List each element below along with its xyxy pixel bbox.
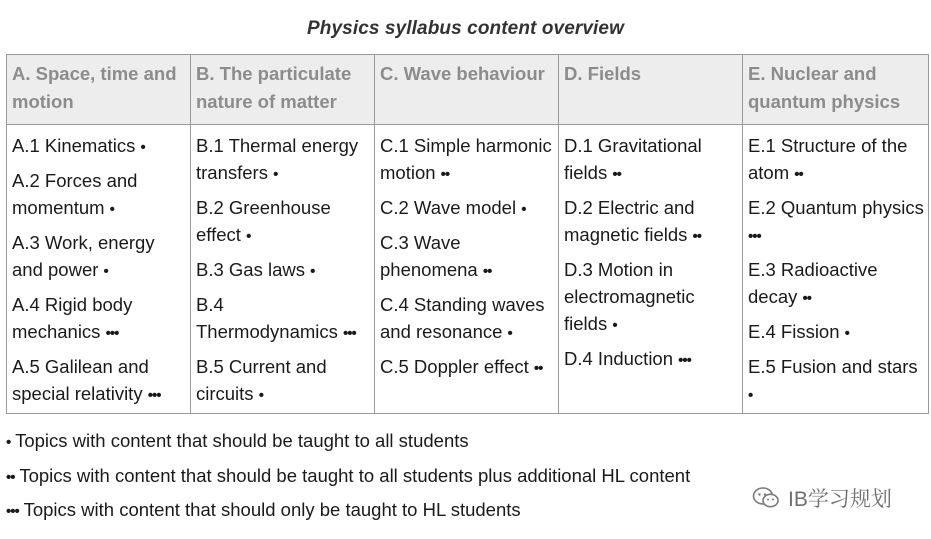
level-marker: • xyxy=(109,201,114,218)
legend-item xyxy=(6,430,469,452)
level-marker: ••• xyxy=(748,228,761,245)
header-row xyxy=(7,55,929,125)
list-item xyxy=(748,194,924,250)
level-marker: • xyxy=(844,325,849,342)
topic-label: B.4 Thermodynamics xyxy=(196,294,338,342)
list-item xyxy=(196,132,370,188)
table-row xyxy=(7,125,929,414)
list-item xyxy=(196,353,370,409)
topic-label: D.2 Electric and magnetic fields xyxy=(564,197,695,245)
legend-item xyxy=(6,465,690,487)
column-header: A. Space, time and motion xyxy=(7,55,191,125)
topic-label: C.2 Wave model xyxy=(380,197,517,218)
level-marker: • xyxy=(258,387,263,404)
level-marker: • xyxy=(507,325,512,342)
list-item xyxy=(12,132,186,161)
topic-label: A.5 Galilean and special relativity xyxy=(12,356,149,404)
level-marker: •• xyxy=(533,360,543,377)
topic-label: E.1 Structure of the atom xyxy=(748,135,908,183)
level-marker: • xyxy=(273,166,278,183)
topic-cell xyxy=(191,125,375,414)
topic-cell xyxy=(375,125,559,414)
syllabus-table xyxy=(6,54,929,414)
list-item xyxy=(564,345,738,374)
topic-cell xyxy=(559,125,743,414)
list-item xyxy=(12,167,186,223)
watermark-text: IB学习规划 xyxy=(788,488,892,511)
legend-text: Topics with content that should be taught to all students plus additional HL content xyxy=(19,465,691,486)
level-marker: •• xyxy=(612,166,621,183)
wechat-icon xyxy=(752,486,780,510)
level-marker: • xyxy=(612,317,617,334)
list-item xyxy=(380,291,554,347)
level-marker: •• xyxy=(794,166,803,183)
topic-label: E.2 Quantum physics xyxy=(748,197,924,218)
column-header: D. Fields xyxy=(559,55,743,125)
topic-label: B.3 Gas laws xyxy=(196,259,305,280)
list-item xyxy=(380,229,554,285)
list-item xyxy=(564,132,738,188)
topic-label: C.3 Wave phenomena xyxy=(380,232,478,280)
legend-text: Topics with content that should be taught to all students xyxy=(15,430,469,451)
level-marker: •• xyxy=(440,166,450,183)
level-marker: •• xyxy=(482,263,492,280)
legend-text: Topics with content that should only be taught to HL students xyxy=(23,499,521,520)
topic-label: B.5 Current and circuits xyxy=(196,356,327,404)
list-item xyxy=(564,194,738,250)
topic-label: B.1 Thermal energy transfers xyxy=(196,135,359,183)
column-header: E. Nuclear and quantum physics xyxy=(743,55,929,125)
topic-label: A.4 Rigid body mechanics xyxy=(12,294,133,342)
list-item xyxy=(12,291,186,347)
topic-label: D.1 Gravitational fields xyxy=(564,135,702,183)
level-marker: • xyxy=(521,201,526,218)
column-header: B. The particulate nature of matter xyxy=(191,55,375,125)
legend-marker: ••• xyxy=(6,503,19,520)
list-item xyxy=(380,132,554,188)
level-marker: ••• xyxy=(105,325,119,342)
list-item xyxy=(196,194,370,250)
topic-label: E.3 Radioactive decay xyxy=(748,259,878,307)
list-item xyxy=(196,256,370,285)
list-item xyxy=(748,318,924,347)
level-marker: ••• xyxy=(343,325,356,342)
watermark xyxy=(752,483,892,513)
list-item xyxy=(380,194,554,223)
topic-cell xyxy=(743,125,929,414)
list-item xyxy=(748,353,924,409)
list-item xyxy=(748,256,924,312)
topic-label: D.4 Induction xyxy=(564,348,674,369)
list-item xyxy=(564,256,738,339)
level-marker: •• xyxy=(802,290,812,307)
legend-marker: •• xyxy=(6,469,15,486)
level-marker: • xyxy=(310,263,315,280)
column-header: C. Wave behaviour xyxy=(375,55,559,125)
page-title: Physics syllabus content overview xyxy=(307,18,624,39)
legend-marker: • xyxy=(6,434,11,451)
list-item xyxy=(12,353,186,409)
topic-label: C.1 Simple harmonic motion xyxy=(380,135,552,183)
level-marker: ••• xyxy=(678,352,691,369)
topic-label: C.5 Doppler effect xyxy=(380,356,529,377)
level-marker: • xyxy=(103,263,108,280)
level-marker: ••• xyxy=(147,387,161,404)
list-item xyxy=(748,132,924,188)
topic-label: A.2 Forces and momentum xyxy=(12,170,138,218)
topic-cell xyxy=(7,125,191,414)
topic-label: B.2 Greenhouse effect xyxy=(196,197,331,245)
legend-item xyxy=(6,499,521,521)
topic-label: D.3 Motion in electromagnetic fields xyxy=(564,259,695,334)
level-marker: •• xyxy=(692,228,702,245)
topic-label: C.4 Standing waves and resonance xyxy=(380,294,545,342)
level-marker: • xyxy=(140,139,145,156)
topic-label: A.1 Kinematics xyxy=(12,135,136,156)
list-item xyxy=(380,353,554,382)
list-item xyxy=(12,229,186,285)
topic-label: E.5 Fusion and stars xyxy=(748,356,918,377)
topic-label: E.4 Fission xyxy=(748,321,840,342)
topic-label: A.3 Work, energy and power xyxy=(12,232,155,280)
list-item xyxy=(196,291,370,347)
level-marker: • xyxy=(246,228,251,245)
level-marker: • xyxy=(748,387,753,404)
